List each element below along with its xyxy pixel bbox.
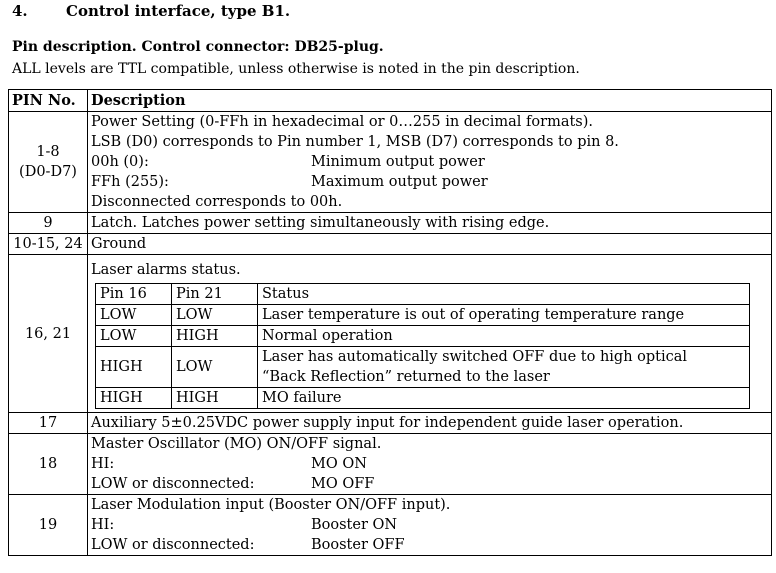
max-power-key: FFh (255): bbox=[91, 174, 169, 190]
table-row-pins-16-21 bbox=[9, 255, 772, 413]
alarm-pin16: LOW bbox=[96, 305, 172, 326]
description-cell bbox=[88, 112, 772, 213]
description-cell bbox=[88, 255, 772, 413]
pin-cell: 19 bbox=[9, 495, 88, 556]
description-cell: Ground bbox=[88, 234, 772, 255]
pin-cell bbox=[9, 112, 88, 213]
mo-hi-key: HI: bbox=[91, 456, 115, 472]
alarm-row bbox=[96, 347, 750, 388]
alarm-header-status: Status bbox=[258, 284, 750, 305]
pin-cell: 17 bbox=[9, 413, 88, 434]
mo-low-key: LOW or disconnected: bbox=[91, 476, 255, 492]
booster-hi-key: HI: bbox=[91, 517, 115, 533]
mo-signal-text: Master Oscillator (MO) ON/OFF signal. bbox=[91, 436, 382, 452]
disconnected-text: Disconnected corresponds to 00h. bbox=[91, 194, 343, 210]
section-title: Control interface, type B1. bbox=[66, 2, 291, 20]
table-row-ground bbox=[9, 234, 772, 255]
alarm-header-row bbox=[96, 284, 750, 305]
description-cell bbox=[88, 495, 772, 556]
min-power-value: Minimum output power bbox=[311, 154, 485, 170]
alarm-pin21: HIGH bbox=[172, 388, 258, 409]
table-row-pin-19 bbox=[9, 495, 772, 556]
ttl-note: ALL levels are TTL compatible, unless otherwise is noted in the pin description. bbox=[12, 61, 580, 77]
min-power-row bbox=[91, 152, 768, 172]
section-heading bbox=[12, 2, 290, 20]
pin-description-subheading: Pin description. Control connector: DB25-plug. bbox=[12, 39, 384, 55]
booster-hi-value: Booster ON bbox=[311, 517, 398, 533]
table-row-pin-18 bbox=[9, 434, 772, 495]
section-number: 4. bbox=[12, 2, 28, 20]
alarm-status-line2: “Back Reflection” returned to the laser bbox=[262, 369, 550, 385]
alarms-title: Laser alarms status. bbox=[91, 262, 241, 278]
booster-hi-row bbox=[91, 515, 768, 535]
mo-hi-row bbox=[91, 454, 768, 474]
description-cell: Latch. Latches power setting simultaneously with rising edge. bbox=[88, 213, 772, 234]
modulation-text: Laser Modulation input (Booster ON/OFF input). bbox=[91, 497, 451, 513]
alarm-pin21: LOW bbox=[172, 305, 258, 326]
max-power-row bbox=[91, 172, 768, 192]
lsb-msb-text: LSB (D0) corresponds to Pin number 1, MSB (D7) corresponds to pin 8. bbox=[91, 134, 619, 150]
pin-cell: 9 bbox=[9, 213, 88, 234]
alarm-header-pin21: Pin 21 bbox=[172, 284, 258, 305]
pin-range-bits: (D0-D7) bbox=[19, 164, 77, 180]
table-header-row bbox=[9, 90, 772, 112]
alarm-row bbox=[96, 388, 750, 409]
min-power-key: 00h (0): bbox=[91, 154, 149, 170]
alarm-pin16: LOW bbox=[96, 326, 172, 347]
alarm-pin21: LOW bbox=[172, 347, 258, 388]
pin-cell: 10-15, 24 bbox=[9, 234, 88, 255]
pin-description-table bbox=[8, 89, 772, 556]
alarm-status-line1: Laser has automatically switched OFF due to high optical bbox=[262, 349, 688, 365]
pin-range: 1-8 bbox=[36, 144, 60, 160]
alarm-status: MO failure bbox=[258, 388, 750, 409]
power-setting-text: Power Setting (0-FFh in hexadecimal or 0…255 in decimal formats). bbox=[91, 114, 593, 130]
alarm-status: Laser temperature is out of operating temperature range bbox=[258, 305, 750, 326]
max-power-value: Maximum output power bbox=[311, 174, 488, 190]
alarm-row bbox=[96, 326, 750, 347]
description-cell: Auxiliary 5±0.25VDC power supply input for independent guide laser operation. bbox=[88, 413, 772, 434]
alarm-status-table bbox=[95, 283, 750, 409]
booster-low-key: LOW or disconnected: bbox=[91, 537, 255, 553]
pin-cell: 16, 21 bbox=[9, 255, 88, 413]
table-row-pin-17 bbox=[9, 413, 772, 434]
booster-low-row bbox=[91, 535, 768, 555]
mo-low-row bbox=[91, 474, 768, 494]
alarm-row bbox=[96, 305, 750, 326]
alarm-pin21: HIGH bbox=[172, 326, 258, 347]
booster-low-value: Booster OFF bbox=[311, 537, 405, 553]
alarm-pin16: HIGH bbox=[96, 388, 172, 409]
table-row-pin-9 bbox=[9, 213, 772, 234]
header-pin-no: PIN No. bbox=[9, 90, 88, 112]
alarm-status: Normal operation bbox=[258, 326, 750, 347]
mo-low-value: MO OFF bbox=[311, 476, 375, 492]
mo-hi-value: MO ON bbox=[311, 456, 367, 472]
header-description: Description bbox=[88, 90, 772, 112]
alarm-pin16: HIGH bbox=[96, 347, 172, 388]
table-row-pins-1-8 bbox=[9, 112, 772, 213]
alarm-header-pin16: Pin 16 bbox=[96, 284, 172, 305]
pin-cell: 18 bbox=[9, 434, 88, 495]
alarm-status bbox=[258, 347, 750, 388]
description-cell bbox=[88, 434, 772, 495]
